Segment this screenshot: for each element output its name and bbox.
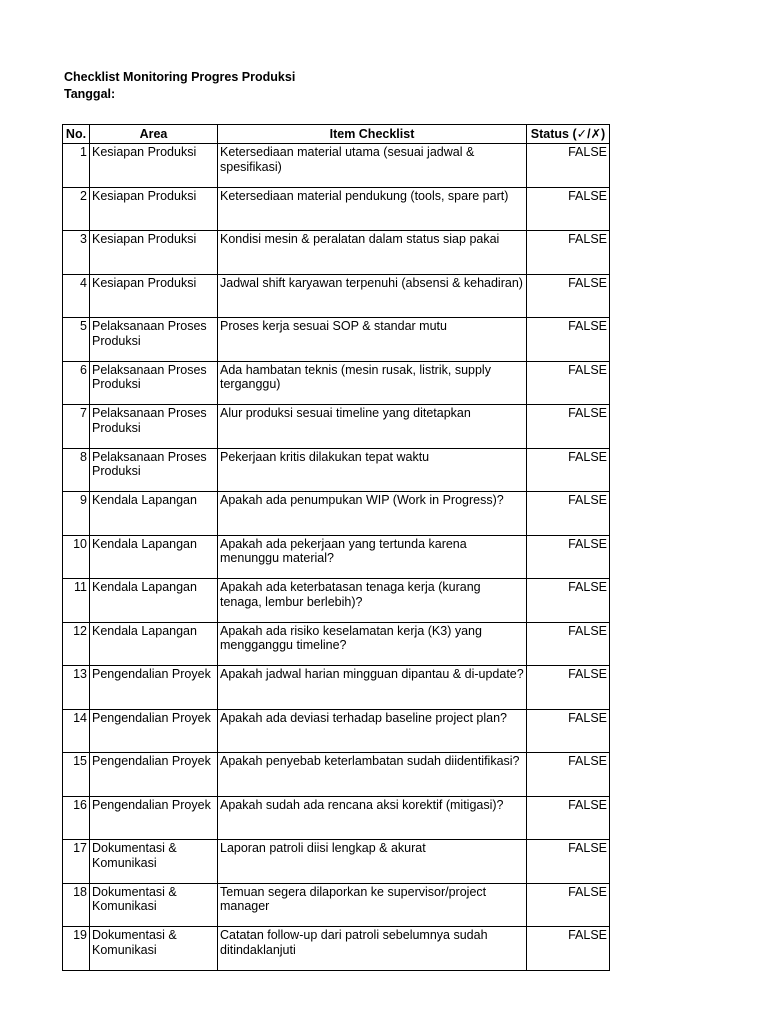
- status-cell: FALSE: [527, 840, 610, 884]
- item-checklist-cell: Jadwal shift karyawan terpenuhi (absensi & kehadiran): [218, 274, 527, 318]
- status-cell: FALSE: [527, 187, 610, 231]
- table-row: [63, 666, 610, 710]
- item-checklist-cell: Apakah ada keterbatasan tenaga kerja (kurang tenaga, lembur berlebih)?: [218, 579, 527, 623]
- row-number: 14: [63, 709, 90, 753]
- row-number: 11: [63, 579, 90, 623]
- status-cell: FALSE: [527, 405, 610, 449]
- status-cell: FALSE: [527, 622, 610, 666]
- area-cell: Pengendalian Proyek: [90, 753, 218, 797]
- row-number: 6: [63, 361, 90, 405]
- status-cell: FALSE: [527, 883, 610, 927]
- column-header-area: Area: [90, 125, 218, 144]
- area-cell: Pengendalian Proyek: [90, 796, 218, 840]
- item-checklist-cell: Laporan patroli diisi lengkap & akurat: [218, 840, 527, 884]
- column-header-no: No.: [63, 125, 90, 144]
- status-cell: FALSE: [527, 666, 610, 710]
- document-header: [64, 69, 295, 103]
- table-row: [63, 579, 610, 623]
- table-header-row: [63, 125, 610, 144]
- area-cell: Pelaksanaan Proses Produksi: [90, 448, 218, 492]
- table-row: [63, 318, 610, 362]
- table-row: [63, 144, 610, 188]
- status-cell: FALSE: [527, 709, 610, 753]
- row-number: 3: [63, 231, 90, 275]
- area-cell: Kesiapan Produksi: [90, 187, 218, 231]
- item-checklist-cell: Proses kerja sesuai SOP & standar mutu: [218, 318, 527, 362]
- table-row: [63, 187, 610, 231]
- table-row: [63, 753, 610, 797]
- item-checklist-cell: Apakah ada pekerjaan yang tertunda karena menunggu material?: [218, 535, 527, 579]
- area-cell: Pelaksanaan Proses Produksi: [90, 361, 218, 405]
- area-cell: Pelaksanaan Proses Produksi: [90, 405, 218, 449]
- area-cell: Pengendalian Proyek: [90, 666, 218, 710]
- status-cell: FALSE: [527, 753, 610, 797]
- document-title: Checklist Monitoring Progres Produksi: [64, 70, 296, 84]
- table-row: [63, 622, 610, 666]
- table-row: [63, 927, 610, 971]
- status-cell: FALSE: [527, 274, 610, 318]
- item-checklist-cell: Apakah ada deviasi terhadap baseline project plan?: [218, 709, 527, 753]
- item-checklist-cell: Ada hambatan teknis (mesin rusak, listrik, supply terganggu): [218, 361, 527, 405]
- area-cell: Kendala Lapangan: [90, 492, 218, 536]
- row-number: 4: [63, 274, 90, 318]
- row-number: 2: [63, 187, 90, 231]
- area-cell: Kesiapan Produksi: [90, 144, 218, 188]
- column-header-status: Status (✓/✗): [527, 125, 610, 144]
- area-cell: Kesiapan Produksi: [90, 231, 218, 275]
- area-cell: Pelaksanaan Proses Produksi: [90, 318, 218, 362]
- item-checklist-cell: Alur produksi sesuai timeline yang ditetapkan: [218, 405, 527, 449]
- item-checklist-cell: Pekerjaan kritis dilakukan tepat waktu: [218, 448, 527, 492]
- row-number: 8: [63, 448, 90, 492]
- item-checklist-cell: Kondisi mesin & peralatan dalam status siap pakai: [218, 231, 527, 275]
- status-cell: FALSE: [527, 579, 610, 623]
- status-cell: FALSE: [527, 144, 610, 188]
- item-checklist-cell: Ketersediaan material utama (sesuai jadwal & spesifikasi): [218, 144, 527, 188]
- row-number: 10: [63, 535, 90, 579]
- table-row: [63, 709, 610, 753]
- status-cell: FALSE: [527, 448, 610, 492]
- table-row: [63, 405, 610, 449]
- table-row: [63, 492, 610, 536]
- table-row: [63, 274, 610, 318]
- row-number: 15: [63, 753, 90, 797]
- row-number: 18: [63, 883, 90, 927]
- item-checklist-cell: Temuan segera dilaporkan ke supervisor/project manager: [218, 883, 527, 927]
- date-label: Tanggal:: [64, 87, 116, 101]
- area-cell: Kendala Lapangan: [90, 622, 218, 666]
- item-checklist-cell: Catatan follow-up dari patroli sebelumnya sudah ditindaklanjuti: [218, 927, 527, 971]
- row-number: 16: [63, 796, 90, 840]
- status-cell: FALSE: [527, 361, 610, 405]
- item-checklist-cell: Apakah sudah ada rencana aksi korektif (mitigasi)?: [218, 796, 527, 840]
- column-header-item: Item Checklist: [218, 125, 527, 144]
- row-number: 17: [63, 840, 90, 884]
- row-number: 12: [63, 622, 90, 666]
- area-cell: Kendala Lapangan: [90, 579, 218, 623]
- item-checklist-cell: Ketersediaan material pendukung (tools, spare part): [218, 187, 527, 231]
- table-row: [63, 840, 610, 884]
- table-row: [63, 535, 610, 579]
- status-cell: FALSE: [527, 231, 610, 275]
- row-number: 5: [63, 318, 90, 362]
- row-number: 9: [63, 492, 90, 536]
- item-checklist-cell: Apakah ada risiko keselamatan kerja (K3) yang mengganggu timeline?: [218, 622, 527, 666]
- table-row: [63, 796, 610, 840]
- item-checklist-cell: Apakah ada penumpukan WIP (Work in Progress)?: [218, 492, 527, 536]
- table-row: [63, 361, 610, 405]
- row-number: 7: [63, 405, 90, 449]
- status-cell: FALSE: [527, 927, 610, 971]
- area-cell: Kendala Lapangan: [90, 535, 218, 579]
- table-row: [63, 231, 610, 275]
- row-number: 1: [63, 144, 90, 188]
- checklist-table: [62, 124, 610, 971]
- area-cell: Dokumentasi & Komunikasi: [90, 840, 218, 884]
- status-cell: FALSE: [527, 318, 610, 362]
- status-cell: FALSE: [527, 796, 610, 840]
- row-number: 19: [63, 927, 90, 971]
- area-cell: Kesiapan Produksi: [90, 274, 218, 318]
- row-number: 13: [63, 666, 90, 710]
- area-cell: Pengendalian Proyek: [90, 709, 218, 753]
- table-row: [63, 883, 610, 927]
- table-row: [63, 448, 610, 492]
- item-checklist-cell: Apakah penyebab keterlambatan sudah diidentifikasi?: [218, 753, 527, 797]
- area-cell: Dokumentasi & Komunikasi: [90, 883, 218, 927]
- status-cell: FALSE: [527, 535, 610, 579]
- item-checklist-cell: Apakah jadwal harian mingguan dipantau & di-update?: [218, 666, 527, 710]
- status-cell: FALSE: [527, 492, 610, 536]
- area-cell: Dokumentasi & Komunikasi: [90, 927, 218, 971]
